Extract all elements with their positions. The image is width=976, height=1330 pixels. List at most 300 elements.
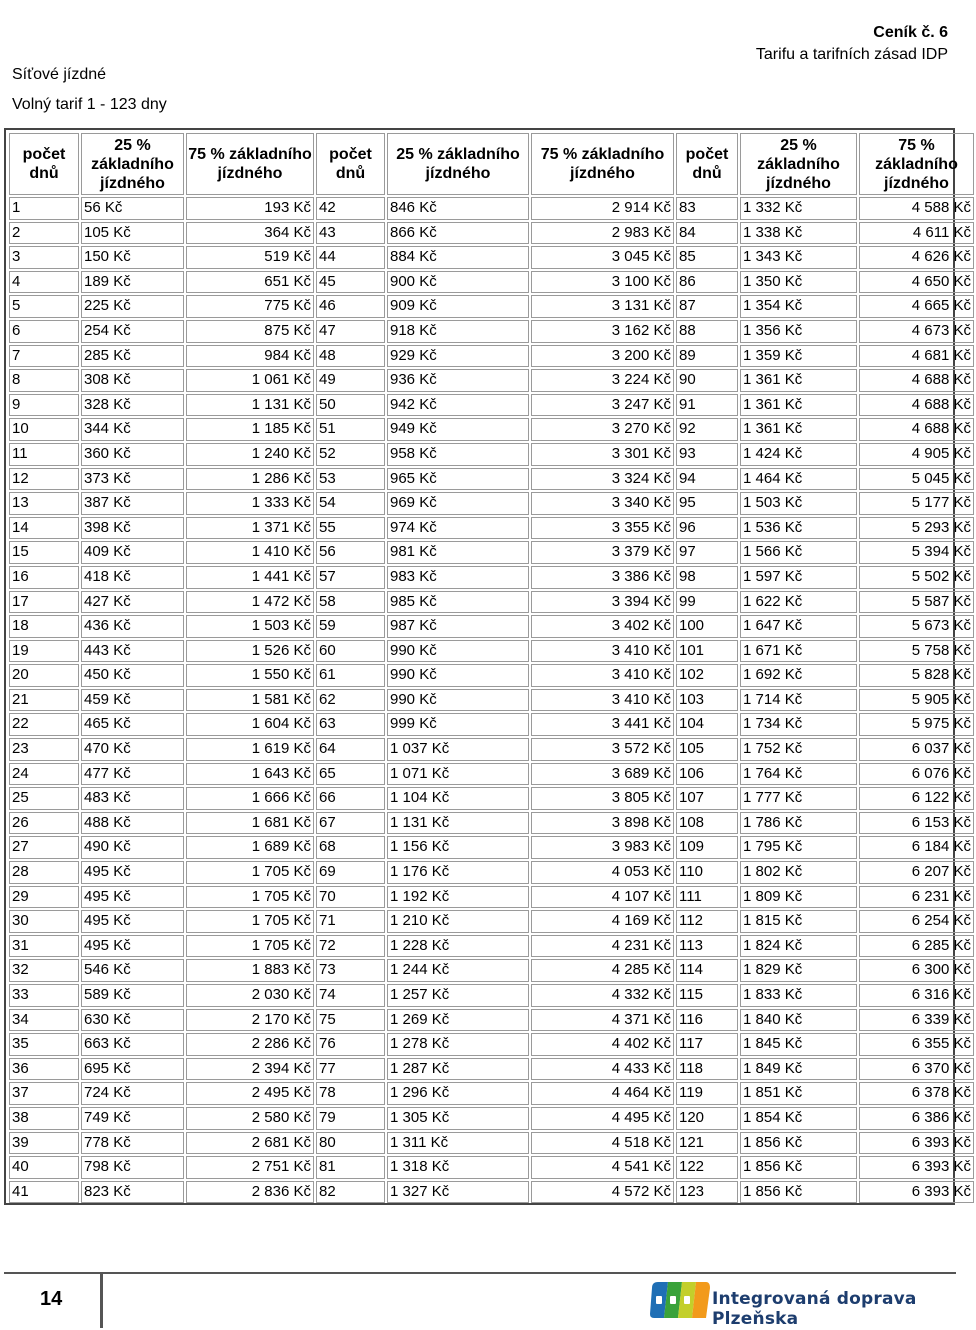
price-25-cell: 490 Kč bbox=[81, 836, 184, 859]
price-25-cell: 987 Kč bbox=[387, 615, 529, 638]
table-row bbox=[9, 1058, 974, 1081]
price-75-cell: 4 673 Kč bbox=[859, 320, 974, 343]
price-25-cell: 1 734 Kč bbox=[740, 713, 857, 736]
day-count-cell: 114 bbox=[676, 959, 738, 982]
price-25-cell: 328 Kč bbox=[81, 394, 184, 417]
day-count-cell: 12 bbox=[9, 468, 79, 491]
header-days: počet dnů bbox=[676, 133, 738, 195]
day-count-cell: 47 bbox=[316, 320, 385, 343]
day-count-cell: 66 bbox=[316, 787, 385, 810]
price-75-cell: 1 441 Kč bbox=[186, 566, 314, 589]
price-75-cell: 3 394 Kč bbox=[531, 591, 674, 614]
table-row bbox=[9, 1082, 974, 1105]
day-count-cell: 100 bbox=[676, 615, 738, 638]
price-75-cell: 4 464 Kč bbox=[531, 1082, 674, 1105]
table-row bbox=[9, 886, 974, 909]
day-count-cell: 24 bbox=[9, 763, 79, 786]
price-75-cell: 6 339 Kč bbox=[859, 1009, 974, 1032]
price-75-cell: 2 914 Kč bbox=[531, 197, 674, 220]
day-count-cell: 107 bbox=[676, 787, 738, 810]
day-count-cell: 119 bbox=[676, 1082, 738, 1105]
day-count-cell: 5 bbox=[9, 295, 79, 318]
day-count-cell: 121 bbox=[676, 1132, 738, 1155]
price-25-cell: 1 764 Kč bbox=[740, 763, 857, 786]
price-75-cell: 1 705 Kč bbox=[186, 935, 314, 958]
day-count-cell: 109 bbox=[676, 836, 738, 859]
price-75-cell: 3 410 Kč bbox=[531, 689, 674, 712]
price-25-cell: 1 597 Kč bbox=[740, 566, 857, 589]
price-75-cell: 1 883 Kč bbox=[186, 959, 314, 982]
price-25-cell: 409 Kč bbox=[81, 541, 184, 564]
day-count-cell: 28 bbox=[9, 861, 79, 884]
price-25-cell: 1 356 Kč bbox=[740, 320, 857, 343]
price-25-cell: 1 714 Kč bbox=[740, 689, 857, 712]
table-row bbox=[9, 295, 974, 318]
day-count-cell: 49 bbox=[316, 369, 385, 392]
day-count-cell: 21 bbox=[9, 689, 79, 712]
price-75-cell: 5 177 Kč bbox=[859, 492, 974, 515]
price-25-cell: 488 Kč bbox=[81, 812, 184, 835]
day-count-cell: 57 bbox=[316, 566, 385, 589]
day-count-cell: 6 bbox=[9, 320, 79, 343]
price-25-cell: 965 Kč bbox=[387, 468, 529, 491]
price-75-cell: 193 Kč bbox=[186, 197, 314, 220]
day-count-cell: 105 bbox=[676, 738, 738, 761]
day-count-cell: 63 bbox=[316, 713, 385, 736]
price-75-cell: 1 131 Kč bbox=[186, 394, 314, 417]
header-75-percent: 75 % základního jízdného bbox=[859, 133, 974, 195]
price-75-cell: 5 502 Kč bbox=[859, 566, 974, 589]
price-25-cell: 990 Kč bbox=[387, 664, 529, 687]
day-count-cell: 55 bbox=[316, 517, 385, 540]
table-row bbox=[9, 418, 974, 441]
price-75-cell: 3 045 Kč bbox=[531, 246, 674, 269]
table-row bbox=[9, 738, 974, 761]
price-25-cell: 360 Kč bbox=[81, 443, 184, 466]
price-75-cell: 3 983 Kč bbox=[531, 836, 674, 859]
price-25-cell: 495 Kč bbox=[81, 861, 184, 884]
price-25-cell: 387 Kč bbox=[81, 492, 184, 515]
price-75-cell: 4 905 Kč bbox=[859, 443, 974, 466]
price-25-cell: 1 833 Kč bbox=[740, 984, 857, 1007]
day-count-cell: 118 bbox=[676, 1058, 738, 1081]
table-row bbox=[9, 713, 974, 736]
price-25-cell: 1 354 Kč bbox=[740, 295, 857, 318]
day-count-cell: 84 bbox=[676, 222, 738, 245]
price-75-cell: 1 333 Kč bbox=[186, 492, 314, 515]
price-25-cell: 981 Kč bbox=[387, 541, 529, 564]
price-75-cell: 6 378 Kč bbox=[859, 1082, 974, 1105]
price-25-cell: 1 647 Kč bbox=[740, 615, 857, 638]
price-25-cell: 1 192 Kč bbox=[387, 886, 529, 909]
price-75-cell: 4 371 Kč bbox=[531, 1009, 674, 1032]
day-count-cell: 116 bbox=[676, 1009, 738, 1032]
header-75-percent: 75 % základního jízdného bbox=[531, 133, 674, 195]
price-25-cell: 798 Kč bbox=[81, 1156, 184, 1179]
day-count-cell: 18 bbox=[9, 615, 79, 638]
table-row bbox=[9, 689, 974, 712]
day-count-cell: 9 bbox=[9, 394, 79, 417]
day-count-cell: 17 bbox=[9, 591, 79, 614]
day-count-cell: 90 bbox=[676, 369, 738, 392]
day-count-cell: 34 bbox=[9, 1009, 79, 1032]
price-75-cell: 6 393 Kč bbox=[859, 1181, 974, 1204]
price-75-cell: 364 Kč bbox=[186, 222, 314, 245]
price-25-cell: 1 795 Kč bbox=[740, 836, 857, 859]
table-row bbox=[9, 959, 974, 982]
day-count-cell: 35 bbox=[9, 1033, 79, 1056]
day-count-cell: 62 bbox=[316, 689, 385, 712]
table-row bbox=[9, 787, 974, 810]
price-75-cell: 5 758 Kč bbox=[859, 640, 974, 663]
day-count-cell: 7 bbox=[9, 345, 79, 368]
day-count-cell: 64 bbox=[316, 738, 385, 761]
price-75-cell: 5 394 Kč bbox=[859, 541, 974, 564]
price-75-cell: 4 231 Kč bbox=[531, 935, 674, 958]
price-25-cell: 846 Kč bbox=[387, 197, 529, 220]
price-25-cell: 56 Kč bbox=[81, 197, 184, 220]
price-75-cell: 4 588 Kč bbox=[859, 197, 974, 220]
price-25-cell: 418 Kč bbox=[81, 566, 184, 589]
price-25-cell: 936 Kč bbox=[387, 369, 529, 392]
price-25-cell: 1 692 Kč bbox=[740, 664, 857, 687]
price-25-cell: 1 338 Kč bbox=[740, 222, 857, 245]
day-count-cell: 15 bbox=[9, 541, 79, 564]
day-count-cell: 32 bbox=[9, 959, 79, 982]
day-count-cell: 87 bbox=[676, 295, 738, 318]
day-count-cell: 83 bbox=[676, 197, 738, 220]
price-25-cell: 1 622 Kč bbox=[740, 591, 857, 614]
day-count-cell: 61 bbox=[316, 664, 385, 687]
price-25-cell: 724 Kč bbox=[81, 1082, 184, 1105]
day-count-cell: 31 bbox=[9, 935, 79, 958]
table-row bbox=[9, 246, 974, 269]
price-25-cell: 1 851 Kč bbox=[740, 1082, 857, 1105]
price-75-cell: 6 122 Kč bbox=[859, 787, 974, 810]
price-25-cell: 1 566 Kč bbox=[740, 541, 857, 564]
day-count-cell: 97 bbox=[676, 541, 738, 564]
price-75-cell: 3 162 Kč bbox=[531, 320, 674, 343]
day-count-cell: 85 bbox=[676, 246, 738, 269]
price-75-cell: 6 254 Kč bbox=[859, 910, 974, 933]
price-25-cell: 495 Kč bbox=[81, 935, 184, 958]
day-count-cell: 37 bbox=[9, 1082, 79, 1105]
price-75-cell: 3 200 Kč bbox=[531, 345, 674, 368]
price-75-cell: 1 061 Kč bbox=[186, 369, 314, 392]
price-25-cell: 465 Kč bbox=[81, 713, 184, 736]
price-75-cell: 3 340 Kč bbox=[531, 492, 674, 515]
table-row bbox=[9, 517, 974, 540]
day-count-cell: 45 bbox=[316, 271, 385, 294]
tariff-table bbox=[7, 131, 976, 1205]
price-25-cell: 189 Kč bbox=[81, 271, 184, 294]
price-75-cell: 4 169 Kč bbox=[531, 910, 674, 933]
price-75-cell: 3 247 Kč bbox=[531, 394, 674, 417]
price-75-cell: 4 518 Kč bbox=[531, 1132, 674, 1155]
day-count-cell: 106 bbox=[676, 763, 738, 786]
price-25-cell: 1 257 Kč bbox=[387, 984, 529, 1007]
price-list-number: Ceník č. 6 bbox=[873, 24, 948, 41]
day-count-cell: 91 bbox=[676, 394, 738, 417]
price-25-cell: 1 424 Kč bbox=[740, 443, 857, 466]
price-75-cell: 3 689 Kč bbox=[531, 763, 674, 786]
tariff-subtitle: Volný tarif 1 - 123 dny bbox=[12, 96, 167, 113]
price-75-cell: 775 Kč bbox=[186, 295, 314, 318]
day-count-cell: 20 bbox=[9, 664, 79, 687]
price-25-cell: 985 Kč bbox=[387, 591, 529, 614]
price-75-cell: 651 Kč bbox=[186, 271, 314, 294]
price-25-cell: 344 Kč bbox=[81, 418, 184, 441]
table-header-row bbox=[9, 133, 974, 195]
price-75-cell: 3 270 Kč bbox=[531, 418, 674, 441]
table-row bbox=[9, 935, 974, 958]
day-count-cell: 76 bbox=[316, 1033, 385, 1056]
day-count-cell: 112 bbox=[676, 910, 738, 933]
price-25-cell: 1 176 Kč bbox=[387, 861, 529, 884]
price-25-cell: 1 361 Kč bbox=[740, 394, 857, 417]
price-25-cell: 1 327 Kč bbox=[387, 1181, 529, 1204]
price-25-cell: 1 305 Kč bbox=[387, 1107, 529, 1130]
header-75-percent: 75 % základního jízdného bbox=[186, 133, 314, 195]
day-count-cell: 122 bbox=[676, 1156, 738, 1179]
price-75-cell: 4 688 Kč bbox=[859, 394, 974, 417]
price-75-cell: 4 572 Kč bbox=[531, 1181, 674, 1204]
day-count-cell: 59 bbox=[316, 615, 385, 638]
day-count-cell: 43 bbox=[316, 222, 385, 245]
price-25-cell: 1 296 Kč bbox=[387, 1082, 529, 1105]
table-row bbox=[9, 1009, 974, 1032]
price-75-cell: 519 Kč bbox=[186, 246, 314, 269]
day-count-cell: 99 bbox=[676, 591, 738, 614]
price-25-cell: 1 104 Kč bbox=[387, 787, 529, 810]
table-row bbox=[9, 345, 974, 368]
price-25-cell: 778 Kč bbox=[81, 1132, 184, 1155]
price-75-cell: 3 898 Kč bbox=[531, 812, 674, 835]
day-count-cell: 56 bbox=[316, 541, 385, 564]
price-25-cell: 1 815 Kč bbox=[740, 910, 857, 933]
price-75-cell: 1 550 Kč bbox=[186, 664, 314, 687]
footer-vertical-divider bbox=[100, 1274, 103, 1328]
price-25-cell: 483 Kč bbox=[81, 787, 184, 810]
page-number: 14 bbox=[40, 1288, 63, 1310]
price-75-cell: 6 393 Kč bbox=[859, 1156, 974, 1179]
table-row bbox=[9, 640, 974, 663]
price-75-cell: 2 580 Kč bbox=[186, 1107, 314, 1130]
price-75-cell: 1 526 Kč bbox=[186, 640, 314, 663]
price-25-cell: 1 849 Kč bbox=[740, 1058, 857, 1081]
price-25-cell: 285 Kč bbox=[81, 345, 184, 368]
price-75-cell: 3 224 Kč bbox=[531, 369, 674, 392]
day-count-cell: 77 bbox=[316, 1058, 385, 1081]
price-25-cell: 942 Kč bbox=[387, 394, 529, 417]
price-75-cell: 1 705 Kč bbox=[186, 886, 314, 909]
table-row bbox=[9, 271, 974, 294]
price-25-cell: 1 503 Kč bbox=[740, 492, 857, 515]
price-75-cell: 4 053 Kč bbox=[531, 861, 674, 884]
day-count-cell: 82 bbox=[316, 1181, 385, 1204]
price-25-cell: 1 786 Kč bbox=[740, 812, 857, 835]
price-75-cell: 3 402 Kč bbox=[531, 615, 674, 638]
day-count-cell: 60 bbox=[316, 640, 385, 663]
price-25-cell: 546 Kč bbox=[81, 959, 184, 982]
price-25-cell: 1 318 Kč bbox=[387, 1156, 529, 1179]
day-count-cell: 2 bbox=[9, 222, 79, 245]
price-25-cell: 1 359 Kč bbox=[740, 345, 857, 368]
price-75-cell: 3 301 Kč bbox=[531, 443, 674, 466]
day-count-cell: 44 bbox=[316, 246, 385, 269]
table-row bbox=[9, 1033, 974, 1056]
price-25-cell: 1 350 Kč bbox=[740, 271, 857, 294]
price-75-cell: 4 495 Kč bbox=[531, 1107, 674, 1130]
day-count-cell: 26 bbox=[9, 812, 79, 835]
price-75-cell: 1 286 Kč bbox=[186, 468, 314, 491]
table-row bbox=[9, 591, 974, 614]
day-count-cell: 123 bbox=[676, 1181, 738, 1204]
day-count-cell: 65 bbox=[316, 763, 385, 786]
price-75-cell: 1 666 Kč bbox=[186, 787, 314, 810]
price-25-cell: 909 Kč bbox=[387, 295, 529, 318]
table-row bbox=[9, 1107, 974, 1130]
day-count-cell: 38 bbox=[9, 1107, 79, 1130]
price-75-cell: 1 705 Kč bbox=[186, 910, 314, 933]
day-count-cell: 93 bbox=[676, 443, 738, 466]
day-count-cell: 42 bbox=[316, 197, 385, 220]
day-count-cell: 98 bbox=[676, 566, 738, 589]
price-25-cell: 1 856 Kč bbox=[740, 1132, 857, 1155]
table-row bbox=[9, 197, 974, 220]
price-25-cell: 373 Kč bbox=[81, 468, 184, 491]
day-count-cell: 92 bbox=[676, 418, 738, 441]
table-row bbox=[9, 492, 974, 515]
price-25-cell: 459 Kč bbox=[81, 689, 184, 712]
price-25-cell: 630 Kč bbox=[81, 1009, 184, 1032]
price-25-cell: 1 269 Kč bbox=[387, 1009, 529, 1032]
price-75-cell: 4 433 Kč bbox=[531, 1058, 674, 1081]
price-75-cell: 5 673 Kč bbox=[859, 615, 974, 638]
table-row bbox=[9, 541, 974, 564]
table-row bbox=[9, 836, 974, 859]
section-title: Síťové jízdné bbox=[12, 66, 107, 83]
price-25-cell: 105 Kč bbox=[81, 222, 184, 245]
price-75-cell: 6 231 Kč bbox=[859, 886, 974, 909]
price-75-cell: 1 185 Kč bbox=[186, 418, 314, 441]
price-75-cell: 5 587 Kč bbox=[859, 591, 974, 614]
price-75-cell: 4 285 Kč bbox=[531, 959, 674, 982]
day-count-cell: 41 bbox=[9, 1181, 79, 1204]
table-row bbox=[9, 369, 974, 392]
day-count-cell: 25 bbox=[9, 787, 79, 810]
price-75-cell: 4 688 Kč bbox=[859, 369, 974, 392]
price-75-cell: 1 581 Kč bbox=[186, 689, 314, 712]
tariff-table-frame bbox=[4, 128, 971, 1205]
table-row bbox=[9, 468, 974, 491]
table-row bbox=[9, 320, 974, 343]
day-count-cell: 73 bbox=[316, 959, 385, 982]
price-25-cell: 990 Kč bbox=[387, 689, 529, 712]
header-days: počet dnů bbox=[316, 133, 385, 195]
table-row bbox=[9, 1132, 974, 1155]
table-row bbox=[9, 664, 974, 687]
price-75-cell: 3 324 Kč bbox=[531, 468, 674, 491]
price-25-cell: 990 Kč bbox=[387, 640, 529, 663]
day-count-cell: 10 bbox=[9, 418, 79, 441]
day-count-cell: 111 bbox=[676, 886, 738, 909]
day-count-cell: 11 bbox=[9, 443, 79, 466]
price-75-cell: 6 370 Kč bbox=[859, 1058, 974, 1081]
day-count-cell: 67 bbox=[316, 812, 385, 835]
price-75-cell: 6 076 Kč bbox=[859, 763, 974, 786]
day-count-cell: 19 bbox=[9, 640, 79, 663]
price-75-cell: 3 386 Kč bbox=[531, 566, 674, 589]
table-row bbox=[9, 910, 974, 933]
price-25-cell: 823 Kč bbox=[81, 1181, 184, 1204]
day-count-cell: 117 bbox=[676, 1033, 738, 1056]
price-25-cell: 398 Kč bbox=[81, 517, 184, 540]
price-75-cell: 4 681 Kč bbox=[859, 345, 974, 368]
price-75-cell: 5 975 Kč bbox=[859, 713, 974, 736]
price-75-cell: 1 410 Kč bbox=[186, 541, 314, 564]
price-75-cell: 1 240 Kč bbox=[186, 443, 314, 466]
price-25-cell: 1 037 Kč bbox=[387, 738, 529, 761]
price-25-cell: 974 Kč bbox=[387, 517, 529, 540]
price-75-cell: 2 170 Kč bbox=[186, 1009, 314, 1032]
day-count-cell: 39 bbox=[9, 1132, 79, 1155]
table-row bbox=[9, 861, 974, 884]
table-row bbox=[9, 615, 974, 638]
day-count-cell: 58 bbox=[316, 591, 385, 614]
price-25-cell: 866 Kč bbox=[387, 222, 529, 245]
price-25-cell: 1 361 Kč bbox=[740, 418, 857, 441]
price-75-cell: 4 107 Kč bbox=[531, 886, 674, 909]
price-75-cell: 2 030 Kč bbox=[186, 984, 314, 1007]
day-count-cell: 78 bbox=[316, 1082, 385, 1105]
table-row bbox=[9, 394, 974, 417]
day-count-cell: 69 bbox=[316, 861, 385, 884]
price-25-cell: 254 Kč bbox=[81, 320, 184, 343]
price-25-cell: 1 464 Kč bbox=[740, 468, 857, 491]
price-25-cell: 436 Kč bbox=[81, 615, 184, 638]
day-count-cell: 27 bbox=[9, 836, 79, 859]
price-25-cell: 958 Kč bbox=[387, 443, 529, 466]
price-25-cell: 1 228 Kč bbox=[387, 935, 529, 958]
price-75-cell: 2 394 Kč bbox=[186, 1058, 314, 1081]
day-count-cell: 14 bbox=[9, 517, 79, 540]
tariff-table-body bbox=[9, 197, 974, 1203]
price-25-cell: 470 Kč bbox=[81, 738, 184, 761]
day-count-cell: 89 bbox=[676, 345, 738, 368]
price-75-cell: 4 541 Kč bbox=[531, 1156, 674, 1179]
day-count-cell: 53 bbox=[316, 468, 385, 491]
price-75-cell: 2 286 Kč bbox=[186, 1033, 314, 1056]
day-count-cell: 40 bbox=[9, 1156, 79, 1179]
price-25-cell: 443 Kč bbox=[81, 640, 184, 663]
price-25-cell: 1 343 Kč bbox=[740, 246, 857, 269]
price-75-cell: 984 Kč bbox=[186, 345, 314, 368]
day-count-cell: 4 bbox=[9, 271, 79, 294]
day-count-cell: 95 bbox=[676, 492, 738, 515]
day-count-cell: 86 bbox=[676, 271, 738, 294]
price-75-cell: 5 045 Kč bbox=[859, 468, 974, 491]
table-row bbox=[9, 763, 974, 786]
day-count-cell: 94 bbox=[676, 468, 738, 491]
price-25-cell: 450 Kč bbox=[81, 664, 184, 687]
price-75-cell: 1 503 Kč bbox=[186, 615, 314, 638]
day-count-cell: 70 bbox=[316, 886, 385, 909]
logo-mark-icon bbox=[650, 1282, 710, 1318]
day-count-cell: 71 bbox=[316, 910, 385, 933]
price-75-cell: 3 379 Kč bbox=[531, 541, 674, 564]
price-75-cell: 1 689 Kč bbox=[186, 836, 314, 859]
